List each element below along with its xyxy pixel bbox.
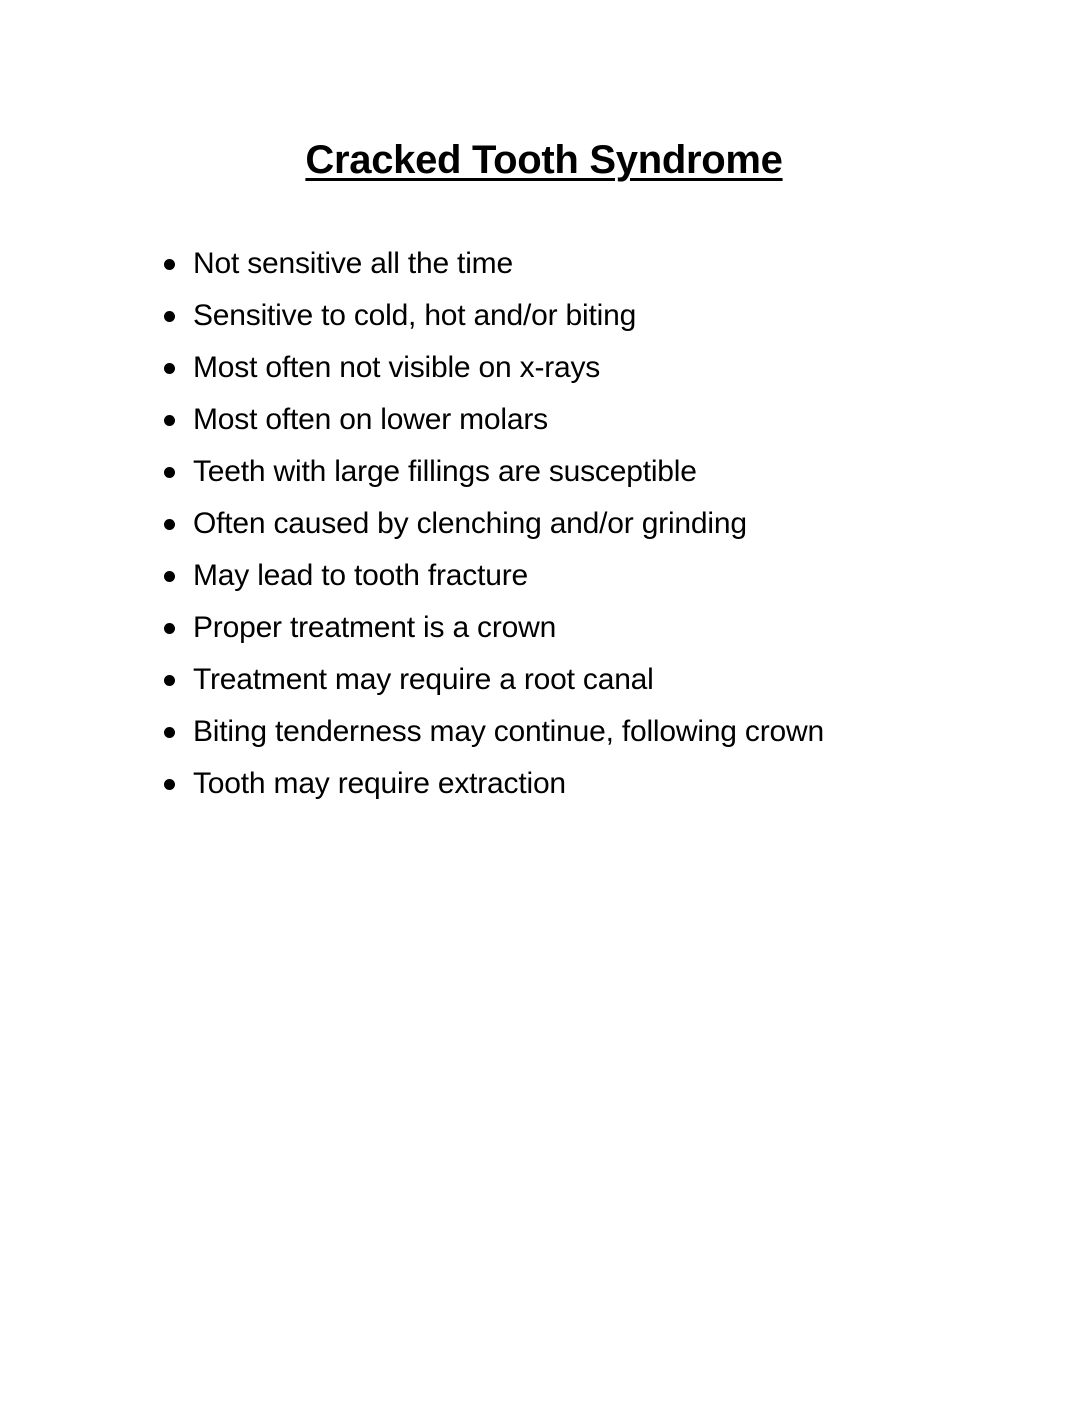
list-item [164,238,824,290]
list-item-text: Biting tenderness may continue, following crown [193,715,824,748]
list-item [164,758,824,810]
bullet-icon [164,363,175,374]
bullet-icon [164,779,175,790]
list-item-text: Most often not visible on x-rays [193,351,601,384]
page-title: Cracked Tooth Syndrome [305,138,783,182]
bullet-icon [164,311,175,322]
bullet-icon [164,415,175,426]
list-item [164,602,824,654]
list-item-text: Not sensitive all the time [193,247,513,280]
bullet-icon [164,727,175,738]
list-item [164,290,824,342]
list-item [164,654,824,706]
list-item [164,498,824,550]
bullet-icon [164,571,175,582]
bullet-icon [164,675,175,686]
list-item-text: Most often on lower molars [193,403,548,436]
bullet-icon [164,467,175,478]
list-item-text: May lead to tooth fracture [193,559,528,592]
list-item [164,394,824,446]
list-item [164,342,824,394]
list-item [164,706,824,758]
list-item [164,446,824,498]
list-item-text: Tooth may require extraction [193,767,566,800]
list-item [164,550,824,602]
list-item-text: Teeth with large fillings are susceptible [193,455,697,488]
bullet-icon [164,623,175,634]
list-item-text: Proper treatment is a crown [193,611,557,644]
bullet-list [164,238,824,810]
list-item-text: Often caused by clenching and/or grinding [193,507,747,540]
list-item-text: Treatment may require a root canal [193,663,654,696]
list-item-text: Sensitive to cold, hot and/or biting [193,299,637,332]
bullet-icon [164,519,175,530]
bullet-icon [164,259,175,270]
